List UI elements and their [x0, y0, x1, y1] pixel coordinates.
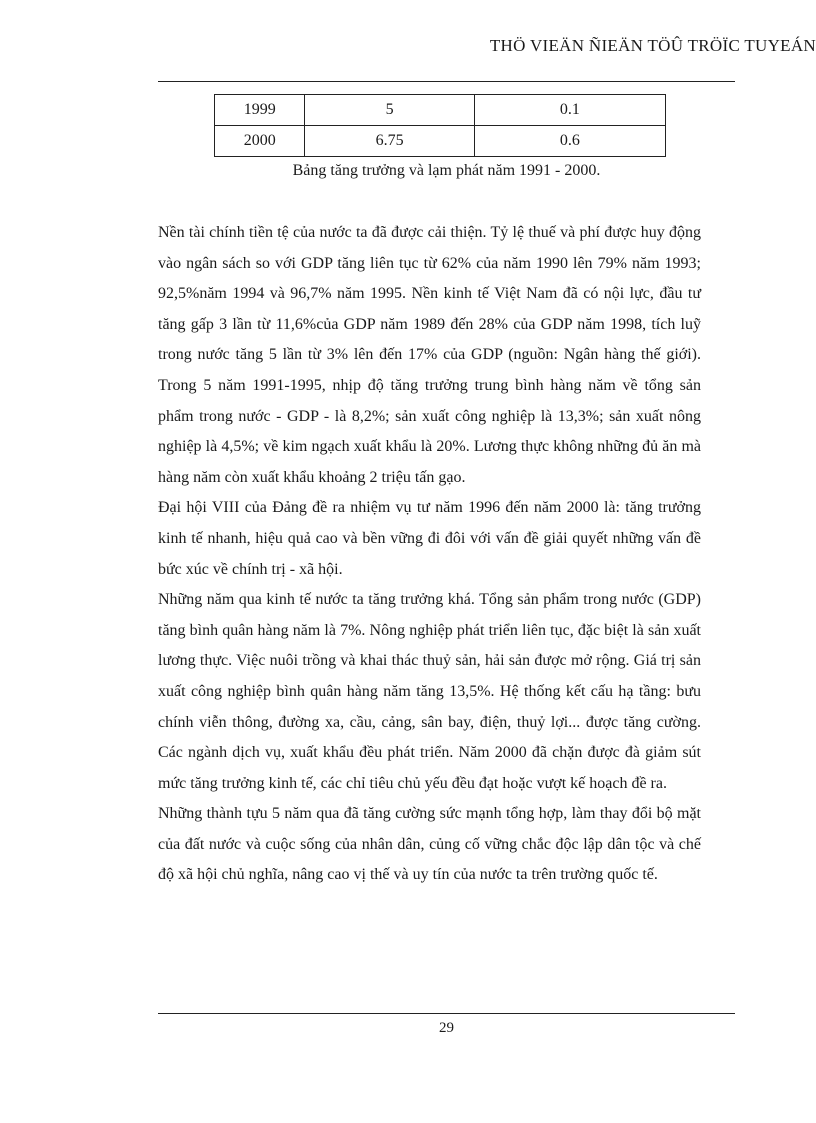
paragraph-finance: Nền tài chính tiền tệ của nước ta đã được cải thiện. Tỷ lệ thuế và phí được huy động vào ngân sách so với GDP tăng liên tục từ 62% của năm 1990 lên 79% năm 1993; 92,5%năm 1994 và 96,7% năm 1995. Nền kinh tế Việt Nam đã có nội lực, đầu tư tăng gấp 3 lần từ 11,6%của GDP năm 1989 đến 28% của GDP năm 1998, tích luỹ trong nước tăng 5 lần từ 3% lên đến 17% của GDP (nguồn: Ngân hàng thế giới). Trong 5 năm 1991-1995, nhịp độ tăng trưởng trung bình hàng năm về tổng sản phẩm trong nước - GDP - là 8,2%; sản xuất công nghiệp là 13,3%; sản xuất nông nghiệp là 4,5%; về kim ngạch xuất khẩu là 20%. Lương thực không những đủ ăn mà hàng năm còn xuất khẩu khoảng 2 triệu tấn gạo.: [158, 224, 701, 486]
paragraph-congress-viii: Đại hội VIII của Đảng đề ra nhiệm vụ tư năm 1996 đến năm 2000 là: tăng trưởng kinh tế nhanh, hiệu quả cao và bền vững đi đôi với vấn đề giải quyết những vấn đề bức xúc về chính trị - xã hội.: [158, 499, 701, 578]
table-row: [215, 126, 666, 157]
header-divider: [158, 81, 735, 82]
paragraph-achievements: Những thành tựu 5 năm qua đã tăng cường sức mạnh tổng hợp, làm thay đổi bộ mặt của đất nước và cuộc sống của nhân dân, củng cố vững chắc độc lập dân tộc và chế độ xã hội chủ nghĩa, nâng cao vị thế và uy tín của nước ta trên trường quốc tế.: [158, 805, 701, 884]
table-cell-inflation: 0.6: [474, 126, 665, 157]
body-text: [158, 218, 701, 891]
table-cell-year: 1999: [215, 95, 305, 126]
table-cell-year: 2000: [215, 126, 305, 157]
growth-inflation-table: [214, 94, 666, 157]
footer-divider: [158, 1013, 735, 1014]
table-row: [215, 95, 666, 126]
header-title: THÖ VIEÄN ÑIEÄN TÖÛ TRÖÏC TUYEÁN: [489, 36, 816, 55]
table-cell-inflation: 0.1: [474, 95, 665, 126]
page-number: 29: [439, 1020, 454, 1036]
table-cell-growth: 5: [305, 95, 474, 126]
table-cell-growth: 6.75: [305, 126, 474, 157]
table-caption: Bảng tăng trưởng và lạm phát năm 1991 - 2000.: [292, 162, 601, 179]
paragraph-economic-growth: Những năm qua kinh tế nước ta tăng trưởng khá. Tổng sản phẩm trong nước (GDP) tăng bình quân hàng năm là 7%. Nông nghiệp phát triển liên tục, đặc biệt là sản xuất lương thực. Việc nuôi trồng và khai thác thuỷ sản, hải sản được mở rộng. Giá trị sản xuất công nghiệp bình quân hàng năm tăng 13,5%. Hệ thống kết cấu hạ tầng: bưu chính viễn thông, đường xa, cầu, cảng, sân bay, điện, thuỷ lợi... được tăng cường. Các ngành dịch vụ, xuất khẩu đều phát triển. Năm 2000 đã chặn được đà giảm sút mức tăng trưởng kinh tế, các chỉ tiêu chủ yếu đều đạt hoặc vượt kế hoạch đề ra.: [158, 591, 701, 792]
